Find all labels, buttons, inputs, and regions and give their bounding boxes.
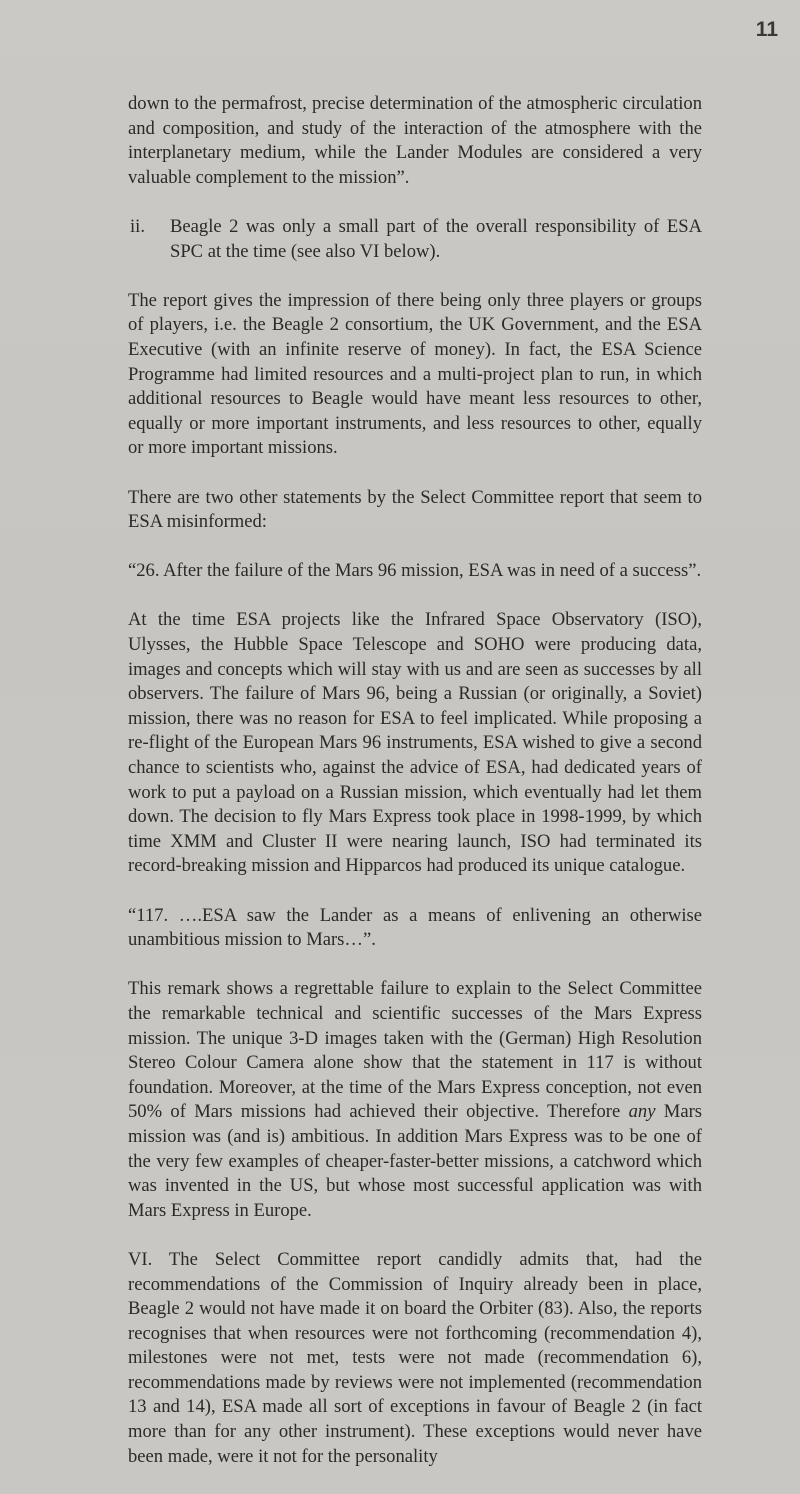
quote-117: “117. ….ESA saw the Lander as a means of enlivening an otherwise unambitious mission to Mars…”. xyxy=(128,904,702,951)
quote-26: “26. After the failure of the Mars 96 mission, ESA was in need of a success”. xyxy=(128,560,702,582)
emphasis-any: any xyxy=(628,1101,656,1123)
paragraph-section-vi: VI. The Select Committee report candidly admits that, had the recommendations of the Commission of Inquiry already been in place, Beagle 2 would not have made it on board the Orbiter (83). Also, the reports recognises that when resources were not forthcoming (recommendation 4), milestones were not met, tests were not made (recommendation 6), recommendations made by reviews were not implemented (recommendation 13 and 14), ESA made all sort of exceptions in favour of Beagle 2 (in fact more than for any other instrument). These exceptions would never have been made, were it not for the personality xyxy=(128,1248,702,1467)
paragraph-text-end: Mars mission was (and is) ambitious. In addition Mars Express was to be one of the very few examples of cheaper-faster-better missions, a catchword which was invented in the US, but whose most successful application was with Mars Express in Europe. xyxy=(128,1101,702,1221)
list-marker: ii. xyxy=(130,215,145,237)
paragraph-esa-projects: At the time ESA projects like the Infrared Space Observatory (ISO), Ulysses, the Hubble Space Telescope and SOHO were producing data, images and concepts which will stay with us and are seen as successes by all observers. The failure of Mars 96, being a Russian (or originally, a Soviet) mission, there was no reason for ESA to feel implicated. While proposing a re-flight of the European Mars 96 instruments, ESA wished to give a second chance to scientists who, against the advice of ESA, had dedicated years of work to put a payload on a Russian mission, which eventually had let them down. The decision to fly Mars Express took place in 1998-1999, by which time XMM and Cluster II were nearing launch, ISO had terminated its record-breaking mission and Hipparcos had produced its unique catalogue. xyxy=(128,609,702,877)
list-item-text: Beagle 2 was only a small part of the overall responsibility of ESA SPC at the time (see also VI below). xyxy=(170,215,702,262)
document-body xyxy=(128,92,702,1494)
paragraph-report-impression: The report gives the impression of there being only three players or groups of players, i.e. the Beagle 2 consortium, the UK Government, and the ESA Executive (with an infinite reserve of money). In fact, the ESA Science Programme had limited resources and a multi-project plan to run, in which additional resources to Beagle would have meant less resources to other, equally or more important instruments, and less resources to other, equally or more important missions. xyxy=(128,289,702,459)
page-number: 11 xyxy=(755,18,778,41)
paragraph-regrettable-failure xyxy=(128,977,702,1223)
paragraph-continuation: down to the permafrost, precise determination of the atmospheric circulation and composition, and study of the interaction of the atmosphere with the interplanetary medium, while the Lander Modules are considered a very valuable complement to the mission”. xyxy=(128,93,702,188)
paragraph-misinformed: There are two other statements by the Select Committee report that seem to ESA misinformed: xyxy=(128,486,702,533)
list-item-ii xyxy=(128,215,702,264)
paragraph-text-start: This remark shows a regrettable failure to explain to the Select Committee the remarkable technical and scientific successes of the Mars Express mission. The unique 3-D images taken with the (German) High Resolution Stereo Colour Camera alone show that the statement in 117 is without foundation. Moreover, at the time of the Mars Express conception, not even 50% of Mars missions had achieved their objective. Therefore xyxy=(128,978,702,1123)
